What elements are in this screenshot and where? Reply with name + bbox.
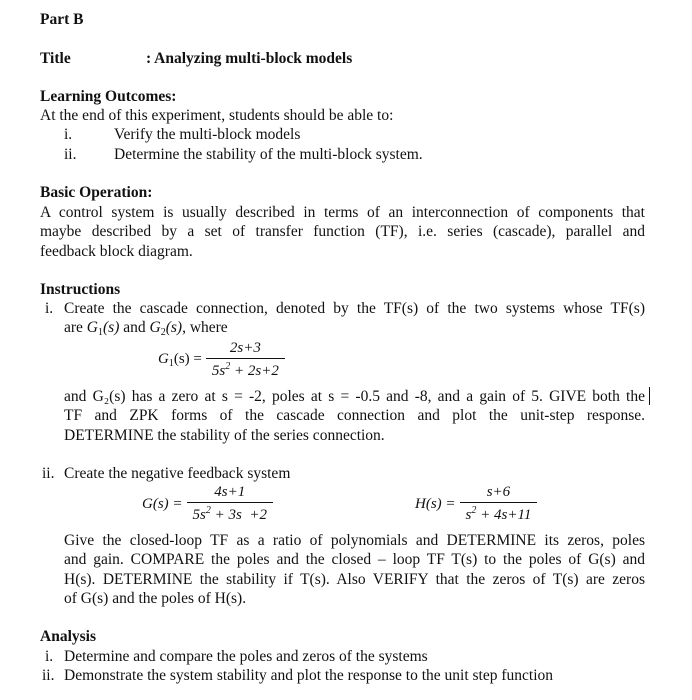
instruction-1-after-line2: TF and ZPK forms of the cascade connection and plot the unit-step response. xyxy=(64,407,645,424)
instruction-1-line1: Create the cascade connection, denoted by the TF(s) of the two systems whose TF(s) xyxy=(64,300,645,317)
learning-outcomes-intro: At the end of this experiment, students should be able to: xyxy=(40,107,394,124)
g1-equation: $G_1(s)$ = 2s+3 $5s^2 + 2s+2$ xyxy=(158,340,285,380)
analysis-item: Determine and compare the poles and zeros of the systems xyxy=(64,648,428,665)
instruction-num: ii. xyxy=(42,465,55,482)
g-numerator: 4s+1 xyxy=(214,484,246,500)
part-heading: Part B xyxy=(40,11,84,28)
analysis-heading: Analysis xyxy=(40,628,96,645)
instruction-1-line2: are $G_1(s)$ and $G_2(s)$, where xyxy=(64,319,228,338)
outcome-num: ii. xyxy=(64,146,77,163)
text-cursor xyxy=(649,387,650,405)
basic-operation-line: A control system is usually described in terms of an interconnection of components that xyxy=(40,204,645,221)
g-denominator: $5s^2 + 3s +2$ xyxy=(192,505,267,523)
title-label: Title xyxy=(40,50,71,67)
h-denominator: $s^2 + 4s+11$ xyxy=(465,505,532,523)
basic-operation-line: maybe described by a set of transfer function (TF), i.e. series (cascade), parallel and xyxy=(40,223,645,240)
instruction-num: i. xyxy=(45,300,54,317)
g1-numerator: 2s+3 xyxy=(229,340,261,356)
instruction-2-text: Create the negative feedback system xyxy=(64,465,291,482)
h-numerator: s+6 xyxy=(486,484,511,500)
g1-denominator: $5s^2 + 2s+2$ xyxy=(211,361,279,379)
basic-operation-line: feedback block diagram. xyxy=(40,243,193,260)
analysis-item: Demonstrate the system stability and plot the response to the unit step function xyxy=(64,667,554,684)
learning-outcomes-heading: Learning Outcomes: xyxy=(40,88,177,105)
analysis-num: i. xyxy=(45,648,54,665)
outcome-text: Verify the multi-block models xyxy=(114,126,301,143)
h-equation: H(s) = s+6 $s^2 + 4s+11$ xyxy=(415,484,537,524)
basic-operation-heading: Basic Operation: xyxy=(40,184,153,201)
outcome-num: i. xyxy=(64,126,73,143)
title-value: : Analyzing multi-block models xyxy=(146,50,353,67)
instructions-heading: Instructions xyxy=(40,281,121,298)
instruction-2-para: Give the closed-loop TF as a ratio of polynomials and DETERMINE its zeros, poles xyxy=(64,532,645,549)
instruction-2-para: of G(s) and the poles of H(s). xyxy=(64,590,247,607)
analysis-num: ii. xyxy=(42,667,55,684)
outcome-text: Determine the stability of the multi-block system. xyxy=(114,146,423,163)
instruction-2-para: H(s). DETERMINE the stability if T(s). Also VERIFY that the zeros of T(s) are zeros xyxy=(64,571,645,588)
instruction-2-para: and gain. COMPARE the poles and the closed – loop TF T(s) to the poles of G(s) and xyxy=(64,551,645,568)
g-equation: G(s) = 4s+1 $5s^2 + 3s +2$ xyxy=(142,484,273,524)
instruction-1-after-line1: and G₂(s) has a zero at s = -2, poles at s = -0.5 and -8, and a gain of 5. GIVE both the xyxy=(64,388,645,405)
instruction-1-after-line3: DETERMINE the stability of the series connection. xyxy=(64,427,385,444)
